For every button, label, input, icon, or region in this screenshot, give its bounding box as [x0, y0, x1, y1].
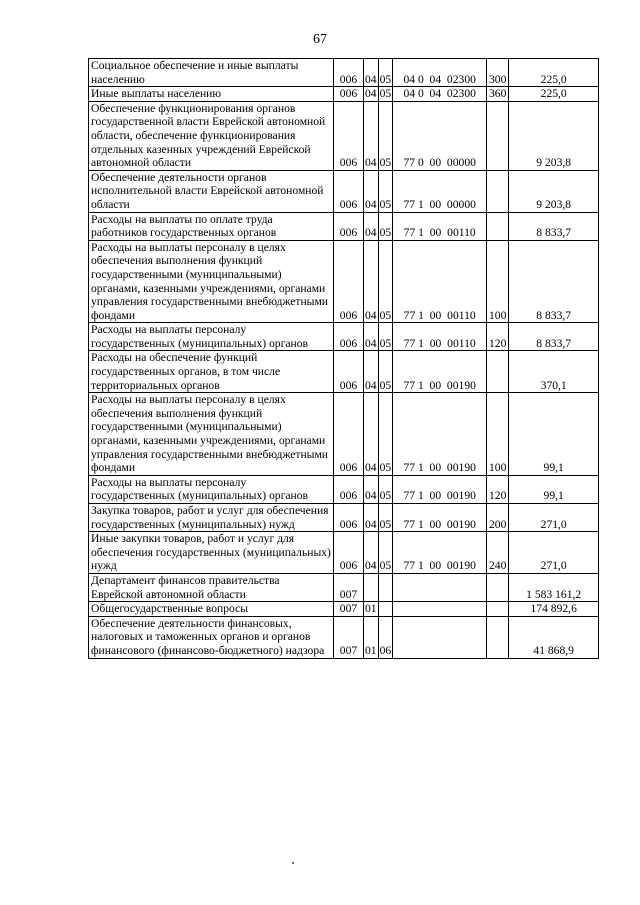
expense-type-code: [487, 351, 509, 393]
ministry-code: 007: [334, 616, 364, 658]
expense-type-code: 360: [487, 87, 509, 102]
ministry-code: 006: [334, 393, 364, 476]
table-row: [89, 212, 599, 240]
row-description: Расходы на выплаты персоналу в целях обеспечения выполнения функций государственными (муниципальными) органами, казенными учреждениями, органами управления государственными внебюджетными фондами: [89, 393, 334, 476]
ministry-code: 007: [334, 602, 364, 617]
target-article-code: 77 1 00 00110: [393, 323, 487, 351]
row-amount: 8 833,7: [509, 240, 599, 323]
section-code: 01: [364, 616, 379, 658]
subsection-code: 05: [378, 170, 393, 212]
row-description: Иные выплаты населению: [89, 87, 334, 102]
ministry-code: 006: [334, 240, 364, 323]
subsection-code: [378, 573, 393, 601]
target-article-code: 77 1 00 00190: [393, 351, 487, 393]
table-row: [89, 170, 599, 212]
target-article-code: 77 1 00 00190: [393, 504, 487, 532]
section-code: 04: [364, 504, 379, 532]
row-amount: 174 892,6: [509, 602, 599, 617]
expense-type-code: 240: [487, 532, 509, 574]
section-code: 01: [365, 602, 377, 616]
table-row: [89, 240, 599, 323]
table-row: [89, 573, 599, 601]
target-article-code: 77 1 00 00190: [393, 393, 487, 476]
section-code: 04: [364, 240, 379, 323]
expense-type-code: 100: [487, 393, 509, 476]
table-row: [89, 59, 599, 87]
target-article-code: [393, 616, 487, 658]
subsection-code: 05: [378, 393, 393, 476]
target-article-code: 04 0 04 02300: [393, 87, 487, 102]
subsection-code: 05: [378, 504, 393, 532]
row-amount: 99,1: [509, 393, 599, 476]
page-number: 67: [313, 32, 327, 47]
row-description: Расходы на выплаты персоналу в целях обеспечения выполнения функций государственными (муниципальными) органами, казенными учреждениями, органами управления государственными внебюджетными фондами: [89, 240, 334, 323]
target-article-code: 77 1 00 00110: [393, 212, 487, 240]
table-row: [89, 504, 599, 532]
target-article-code: [393, 602, 487, 617]
section-code: 04: [364, 351, 379, 393]
table-row: [89, 532, 599, 574]
ministry-code: 006: [334, 170, 364, 212]
ministry-code: 006: [334, 323, 364, 351]
expense-type-code: 120: [487, 323, 509, 351]
table-row: [89, 351, 599, 393]
row-description: Обеспечение деятельности органов исполнительной власти Еврейской автономной области: [89, 170, 334, 212]
expense-type-code: 120: [487, 475, 509, 503]
ministry-code: 007: [334, 573, 364, 601]
section-code: 04: [364, 101, 379, 170]
row-amount: 1 583 161,2: [509, 573, 599, 601]
subsection-code: 05: [378, 475, 393, 503]
section-code: 04: [364, 532, 379, 574]
subsection-code: 05: [378, 101, 393, 170]
row-description: Расходы на выплаты персоналу государственных (муниципальных) органов: [89, 475, 334, 503]
row-amount: 271,0: [509, 532, 599, 574]
section-code: [364, 573, 379, 601]
ministry-code: 006: [334, 59, 364, 87]
subsection-code: 05: [378, 240, 393, 323]
section-code: 04: [364, 393, 379, 476]
table-row: [89, 475, 599, 503]
table-row: [89, 393, 599, 476]
row-amount: 9 203,8: [509, 101, 599, 170]
row-amount: 225,0: [509, 87, 599, 102]
section-code: 04: [364, 170, 379, 212]
expense-type-code: [487, 573, 509, 601]
section-code: 04: [364, 475, 379, 503]
target-article-code: 77 1 00 00000: [393, 170, 487, 212]
row-amount: 8 833,7: [509, 323, 599, 351]
subsection-code: 05: [378, 59, 393, 87]
section-code: 04: [364, 212, 379, 240]
row-description: Расходы на выплаты по оплате труда работников государственных органов: [89, 212, 334, 240]
ministry-code: 006: [334, 101, 364, 170]
row-description: Закупка товаров, работ и услуг для обеспечения государственных (муниципальных) нужд: [89, 504, 334, 532]
ministry-code: 006: [334, 475, 364, 503]
ministry-code: 006: [334, 212, 364, 240]
row-description: Расходы на обеспечение функций государственных органов, в том числе территориальных органов: [89, 351, 334, 393]
row-description: Социальное обеспечение и иные выплаты населению: [89, 59, 334, 87]
row-description: Обеспечение деятельности финансовых, налоговых и таможенных органов и органов финансового (финансово-бюджетного) надзора: [89, 616, 334, 658]
row-description: Общегосударственные вопросы: [89, 602, 334, 617]
ministry-code: 006: [334, 87, 364, 102]
expense-type-code: 100: [487, 240, 509, 323]
section-code: 04: [365, 87, 377, 101]
expense-type-code: [487, 602, 509, 617]
subsection-code: 05: [379, 87, 392, 101]
subsection-code: 05: [378, 212, 393, 240]
target-article-code: 77 1 00 00110: [393, 240, 487, 323]
expense-type-code: [487, 616, 509, 658]
row-amount: 225,0: [509, 59, 599, 87]
section-code: 04: [364, 323, 379, 351]
ministry-code: 006: [334, 351, 364, 393]
table-row: [89, 101, 599, 170]
row-description: Расходы на выплаты персоналу государственных (муниципальных) органов: [89, 323, 334, 351]
row-amount: 41 868,9: [509, 616, 599, 658]
ministry-code: 006: [334, 504, 364, 532]
target-article-code: 77 0 00 00000: [393, 101, 487, 170]
expense-type-code: [487, 212, 509, 240]
table-row: [89, 602, 599, 617]
budget-table: [88, 58, 599, 659]
section-code: 04: [364, 59, 379, 87]
target-article-code: 04 0 04 02300: [393, 59, 487, 87]
subsection-code: [378, 602, 393, 617]
row-amount: 9 203,8: [509, 170, 599, 212]
expense-type-code: [487, 101, 509, 170]
row-amount: 271,0: [509, 504, 599, 532]
row-amount: 370,1: [509, 351, 599, 393]
expense-type-code: 300: [487, 59, 509, 87]
table-row: [89, 323, 599, 351]
expense-type-code: 200: [487, 504, 509, 532]
scan-speck: [292, 862, 294, 864]
target-article-code: 77 1 00 00190: [393, 475, 487, 503]
table-row: [89, 616, 599, 658]
row-description: Департамент финансов правительства Еврейской автономной области: [89, 573, 334, 601]
row-description: Иные закупки товаров, работ и услуг для обеспечения государственных (муниципальных) нужд: [89, 532, 334, 574]
row-amount: 99,1: [509, 475, 599, 503]
expense-type-code: [487, 170, 509, 212]
target-article-code: [393, 573, 487, 601]
row-amount: 8 833,7: [509, 212, 599, 240]
subsection-code: 05: [378, 323, 393, 351]
subsection-code: 06: [378, 616, 393, 658]
row-description: Обеспечение функционирования органов государственной власти Еврейской автономной области, обеспечение функционирования отдельных казенных учреждений Еврейской автономной области: [89, 101, 334, 170]
table-row: [89, 87, 599, 102]
target-article-code: 77 1 00 00190: [393, 532, 487, 574]
ministry-code: 006: [334, 532, 364, 574]
subsection-code: 05: [378, 351, 393, 393]
subsection-code: 05: [378, 532, 393, 574]
